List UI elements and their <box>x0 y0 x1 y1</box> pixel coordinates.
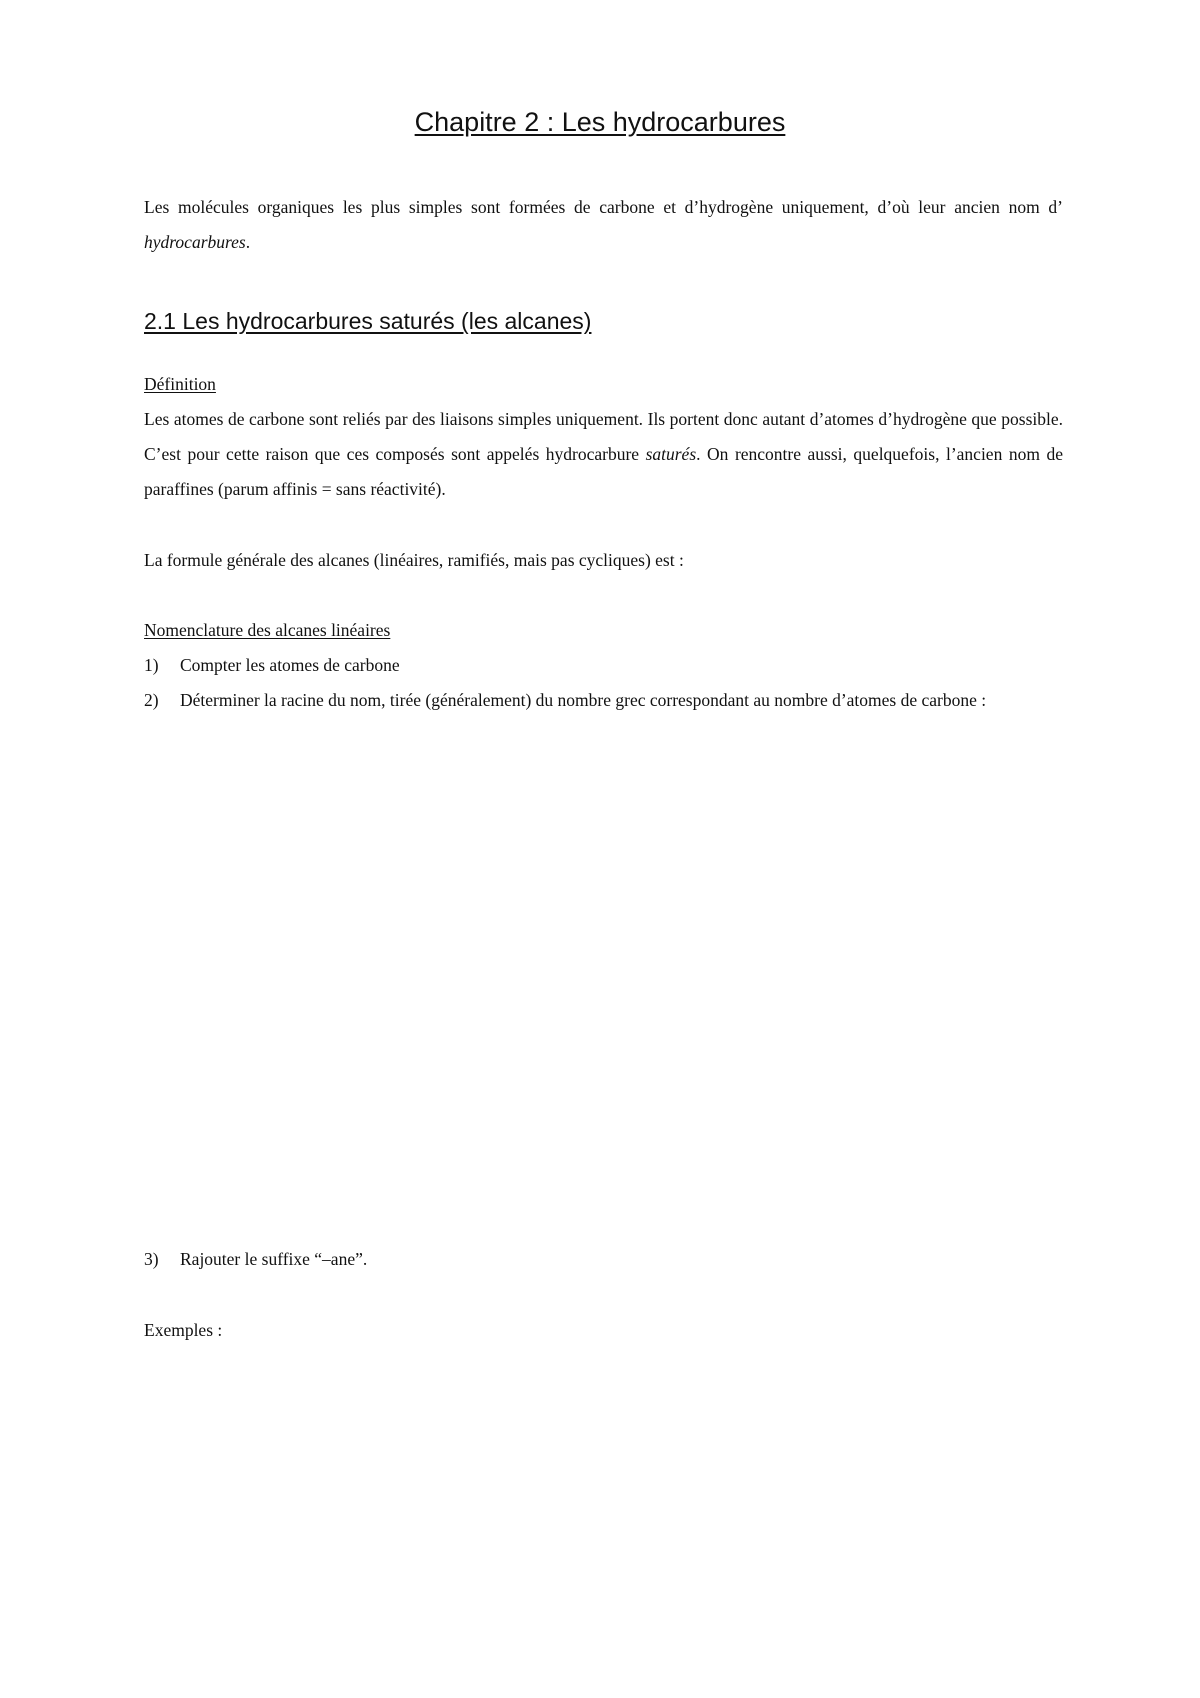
list-item <box>144 1242 1063 1277</box>
step-number: 2) <box>144 690 159 710</box>
definition-label: Définition <box>144 374 216 394</box>
nomenclature-step-3 <box>144 1242 1063 1277</box>
nomenclature-steps-1-2 <box>144 648 1063 718</box>
step-number: 3) <box>144 1249 159 1269</box>
intro-text: Les molécules organiques les plus simples sont formées de carbone et d’hydrogène uniquement, d’où leur ancien nom d’ <box>144 197 1063 217</box>
step-text: Compter les atomes de carbone <box>180 655 400 675</box>
list-item <box>144 648 1063 683</box>
section-heading: 2.1 Les hydrocarbures saturés (les alcanes) <box>144 308 592 334</box>
definition-text: Les atomes de carbone sont reliés par des liaisons simples uniquement. Ils portent donc autant d’atomes d’hydrogène que possible. C’est pour cette raison que ces composés sont appelés hydrocarbure <box>144 409 1063 464</box>
definition-text-end: . On rencontre aussi, quelquefois, l’ancien nom de paraffines (parum affinis = sans réactivité). <box>144 444 1063 499</box>
step-number: 1) <box>144 655 159 675</box>
chapter-title: Chapitre 2 : Les hydrocarbures <box>414 107 786 137</box>
step-text: Déterminer la racine du nom, tirée (généralement) du nombre grec correspondant au nombre d’atomes de carbone : <box>180 690 987 710</box>
definition-italic-term: saturés <box>645 444 697 464</box>
list-item <box>144 683 1063 718</box>
intro-paragraph <box>144 190 1063 260</box>
nomenclature-label: Nomenclature des alcanes linéaires <box>144 620 391 640</box>
examples-label: Exemples : <box>144 1320 223 1340</box>
definition-paragraph <box>144 402 1063 507</box>
step-text: Rajouter le suffixe “–ane”. <box>180 1249 368 1269</box>
intro-text-end: . <box>245 232 251 252</box>
formula-sentence: La formule générale des alcanes (linéaires, ramifiés, mais pas cycliques) est : <box>144 550 684 570</box>
intro-italic-term: hydrocarbures <box>144 232 246 252</box>
